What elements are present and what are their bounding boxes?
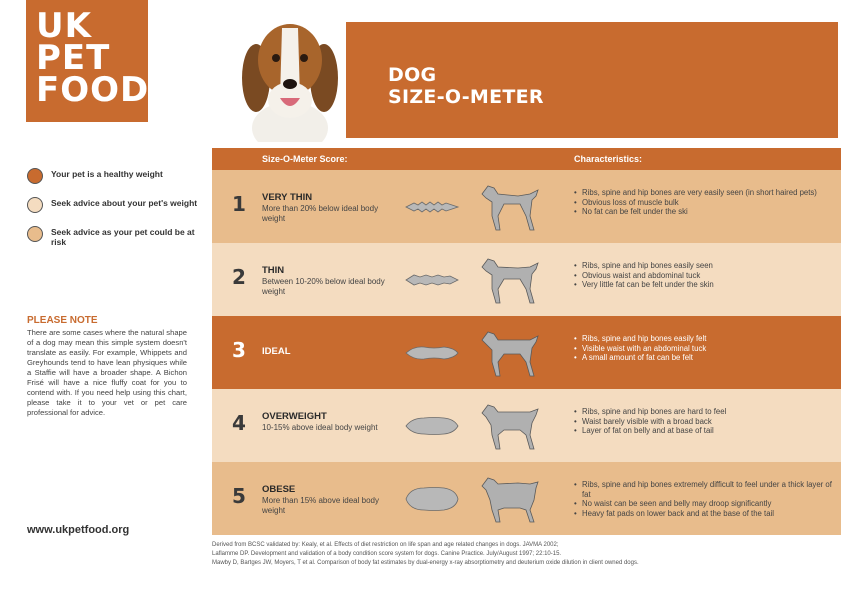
characteristic-item: • Ribs, spine and hip bones are very easily seen (in short haired pets) bbox=[574, 188, 836, 198]
score-description: Between 10-20% below ideal body weight bbox=[262, 277, 385, 296]
note-text: There are some cases where the natural shape of a dog may mean this simple system doesn't translate as easily. For example, Whippets and Greyhounds tend to have lean physiques while a Staffie will have a broader shape. A Bichon Frisé will have a nice fluffy coat for you to contend with. If you need help using this chart, please take it to your vet or pet care professional for advice. bbox=[27, 328, 187, 417]
title-line-1: DOG bbox=[388, 64, 437, 86]
characteristic-item: • Ribs, spine and hip bones easily seen bbox=[574, 261, 836, 271]
score-description: More than 20% below ideal body weight bbox=[262, 204, 379, 223]
dog-top-view-icon bbox=[404, 340, 460, 366]
characteristics-list bbox=[574, 407, 836, 436]
title-line-2: SIZE-O-METER bbox=[388, 86, 544, 108]
table-row bbox=[212, 170, 841, 243]
dog-top-view-icon bbox=[404, 194, 460, 220]
dog-side-view-icon bbox=[474, 468, 546, 528]
score-label: IDEAL bbox=[262, 346, 291, 357]
characteristic-item: • Ribs, spine and hip bones are hard to feel bbox=[574, 407, 836, 417]
please-note bbox=[27, 315, 187, 418]
dog-top-view-icon bbox=[404, 486, 460, 512]
legend-label: Seek advice as your pet could be at risk bbox=[51, 227, 195, 247]
characteristic-item: • Heavy fat pads on lower back and at the base of the tail bbox=[574, 509, 836, 519]
legend-dot-icon bbox=[27, 226, 43, 242]
score-number: 3 bbox=[232, 338, 246, 362]
characteristic-item: • No fat can be felt under the ski bbox=[574, 207, 836, 217]
characteristic-item: • Obvious loss of muscle bulk bbox=[574, 198, 836, 208]
reference-line: Laflamme DP. Development and validation of a body condition score system for dogs. Canine Practice. July/August 1997; 22:10-15. bbox=[212, 551, 562, 557]
score-number: 5 bbox=[232, 484, 246, 508]
score-description: More than 15% above ideal body weight bbox=[262, 496, 379, 515]
uk-pet-food-logo bbox=[26, 0, 148, 122]
table-row bbox=[212, 462, 841, 535]
legend-dot-icon bbox=[27, 168, 43, 184]
characteristic-item: • Very little fat can be felt under the skin bbox=[574, 280, 836, 290]
dog-side-view-icon bbox=[474, 395, 546, 455]
dog-top-view-icon bbox=[404, 267, 460, 293]
table-row bbox=[212, 316, 841, 389]
dog-side-view-icon bbox=[474, 322, 546, 382]
characteristic-item: • Ribs, spine and hip bones extremely difficult to feel under a thick layer of fat bbox=[574, 480, 836, 499]
size-o-meter-table bbox=[212, 148, 841, 535]
characteristics-list bbox=[574, 188, 836, 217]
score-label: OBESE bbox=[262, 484, 296, 495]
characteristics-column-header: Characteristics: bbox=[574, 154, 643, 164]
characteristic-item: • Waist barely visible with a broad back bbox=[574, 417, 836, 427]
dog-top-view-icon bbox=[404, 413, 460, 439]
score-label: THIN bbox=[262, 265, 285, 276]
characteristic-item: • Visible waist with an abdominal tuck bbox=[574, 344, 836, 354]
beagle-photo-icon bbox=[234, 8, 346, 142]
note-title: PLEASE NOTE bbox=[27, 315, 98, 326]
score-number: 4 bbox=[232, 411, 246, 435]
legend-label: Your pet is a healthy weight bbox=[51, 169, 163, 179]
dog-side-view-icon bbox=[474, 249, 546, 309]
score-number: 2 bbox=[232, 265, 246, 289]
logo-line-3: FOOD bbox=[36, 70, 150, 110]
characteristic-item: • Obvious waist and abdominal tuck bbox=[574, 271, 836, 281]
reference-line: Derived from BCSC validated by: Kealy, et al. Effects of diet restriction on life span and age related changes in dogs. JAVMA 2002; bbox=[212, 542, 559, 548]
logo-line-1: UK bbox=[36, 6, 92, 46]
table-row bbox=[212, 389, 841, 462]
characteristic-item: • No waist can be seen and belly may droop significantly bbox=[574, 499, 836, 509]
characteristic-item: • A small amount of fat can be felt bbox=[574, 353, 836, 363]
page-title bbox=[388, 64, 544, 108]
characteristics-list bbox=[574, 261, 836, 290]
references bbox=[212, 541, 832, 568]
score-label: VERY THIN bbox=[262, 192, 313, 203]
logo-text bbox=[36, 6, 150, 110]
legend-dot-icon bbox=[27, 197, 43, 213]
table-row bbox=[212, 243, 841, 316]
characteristics-list bbox=[574, 334, 836, 363]
website-link[interactable]: www.ukpetfood.org bbox=[27, 524, 130, 536]
characteristics-list bbox=[574, 480, 836, 518]
score-number: 1 bbox=[232, 192, 246, 216]
score-label: OVERWEIGHT bbox=[262, 411, 327, 422]
characteristic-item: • Layer of fat on belly and at base of tail bbox=[574, 426, 836, 436]
table-header bbox=[212, 148, 841, 170]
legend-label: Seek advice about your pet's weight bbox=[51, 198, 198, 208]
score-column-header: Size-O-Meter Score: bbox=[262, 154, 348, 164]
characteristic-item: • Ribs, spine and hip bones easily felt bbox=[574, 334, 836, 344]
logo-line-2: PET bbox=[36, 38, 111, 78]
dog-side-view-icon bbox=[474, 176, 546, 236]
score-description: 10-15% above ideal body weight bbox=[262, 423, 378, 432]
reference-line: Mawby D, Bartges JW, Moyers, T et al. Comparison of body fat estimates by dual-energy x-ray absorptiometry and deuterium oxide dilution in client owned dogs. bbox=[212, 560, 639, 566]
